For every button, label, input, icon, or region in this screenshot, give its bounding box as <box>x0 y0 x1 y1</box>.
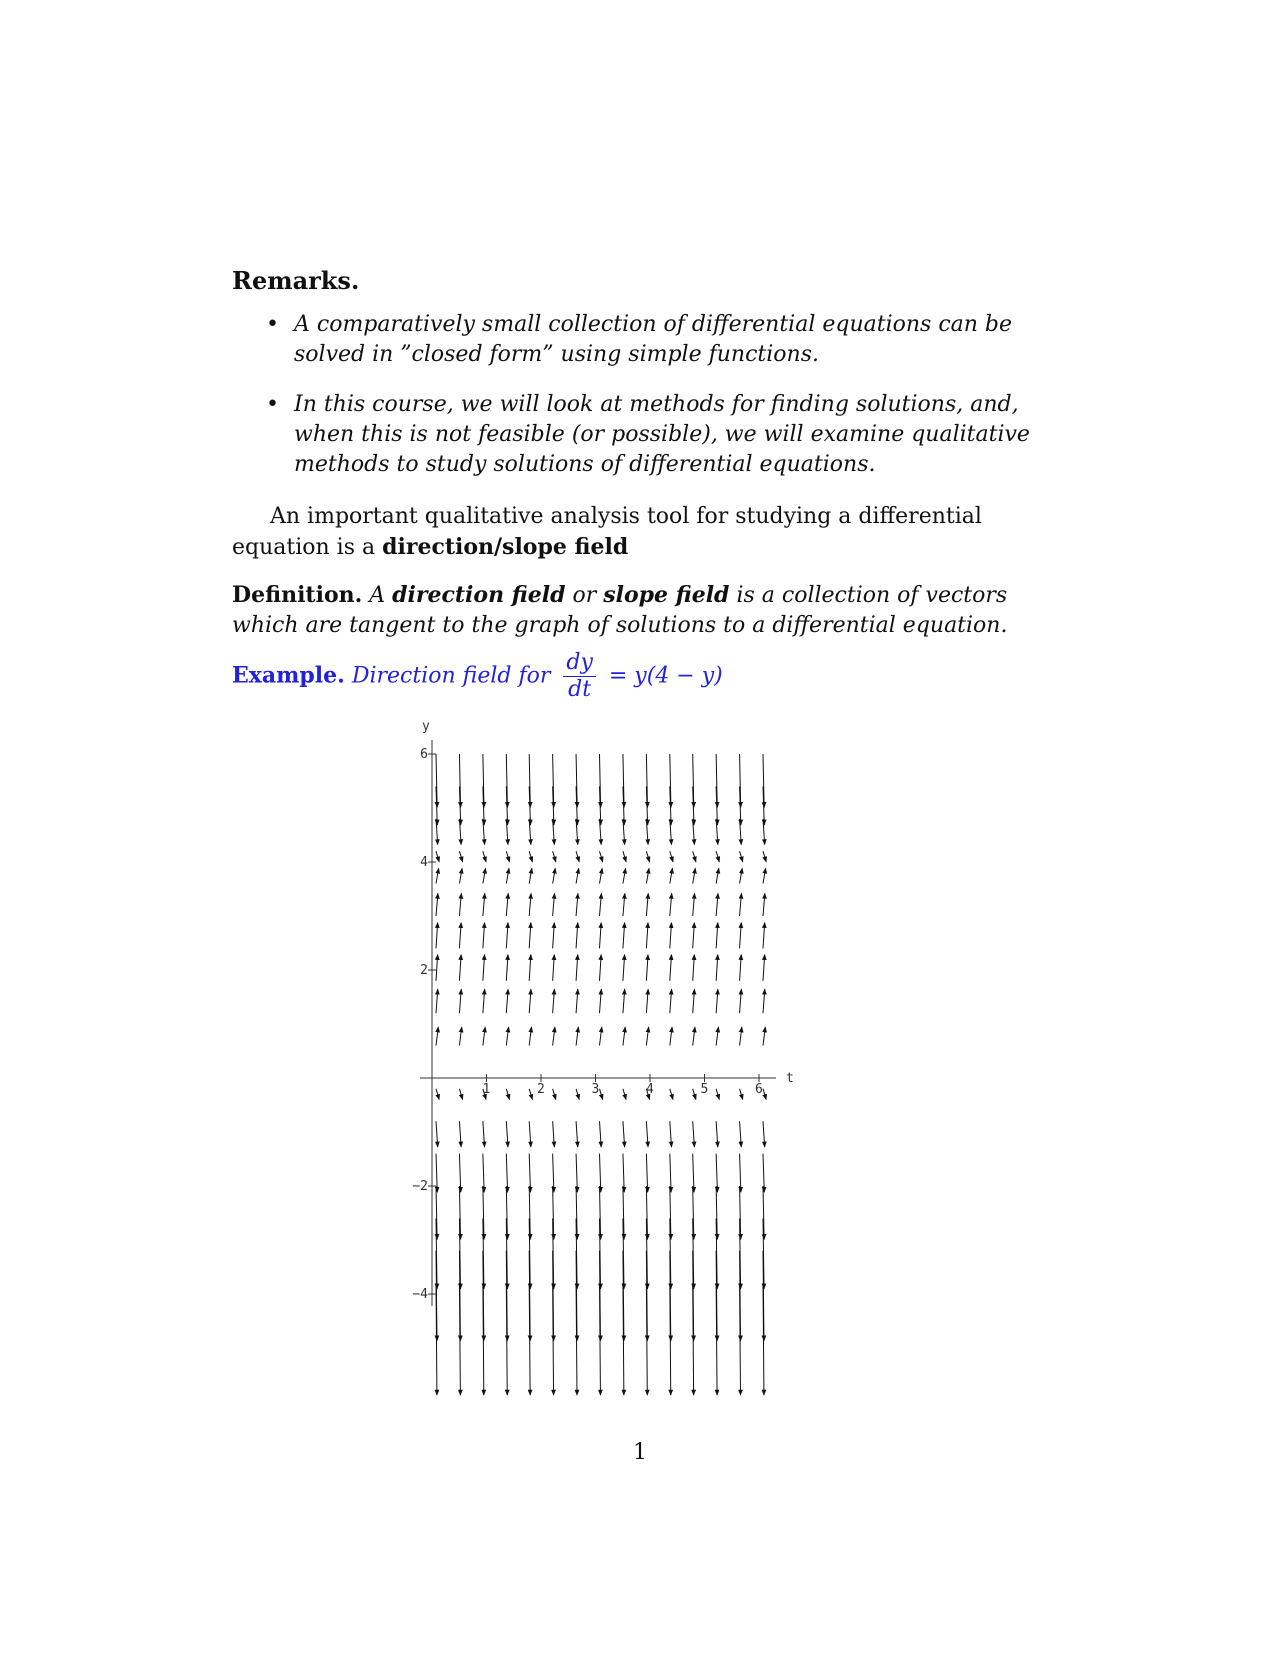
definition-before: A <box>369 583 386 608</box>
field-arrow <box>646 868 649 883</box>
field-arrow <box>483 989 485 1013</box>
field-arrow <box>576 1121 578 1147</box>
field-arrow <box>529 868 532 883</box>
y-tick-label: 4 <box>420 855 428 870</box>
field-arrow <box>670 955 672 981</box>
field-arrow <box>483 955 485 981</box>
fraction-numerator: dy <box>563 650 596 677</box>
field-arrow <box>740 1089 743 1100</box>
field-arrow <box>670 1027 672 1046</box>
x-axis-label: t <box>786 1071 794 1086</box>
definition-after: is a collection of vectors which are tangent to the graph of solutions to a differential equation. <box>232 583 1008 638</box>
field-arrow <box>600 955 602 981</box>
field-arrow <box>600 923 602 949</box>
field-arrow <box>506 893 508 916</box>
field-arrow <box>763 1121 765 1147</box>
field-arrow <box>436 1089 439 1100</box>
field-arrow <box>459 955 461 981</box>
field-arrow <box>623 893 625 916</box>
field-arrow <box>693 868 696 883</box>
field-arrow <box>553 1121 555 1147</box>
field-arrow <box>693 851 696 862</box>
page-number: 1 <box>633 1440 647 1465</box>
field-arrow <box>529 1089 532 1100</box>
field-arrow <box>553 923 555 949</box>
x-tick-label: 3 <box>591 1082 600 1097</box>
field-arrow <box>553 868 556 883</box>
field-arrow <box>693 955 695 981</box>
field-arrow <box>553 893 555 916</box>
field-arrow <box>716 923 718 949</box>
field-arrow <box>716 955 718 981</box>
field-arrow <box>529 1027 531 1046</box>
field-arrow <box>506 851 509 862</box>
field-arrow <box>646 989 648 1013</box>
field-arrow <box>740 1121 742 1147</box>
field-arrow <box>623 1121 625 1147</box>
direction-field-chart <box>412 708 820 1368</box>
field-arrow <box>693 923 695 949</box>
field-arrow <box>436 868 439 883</box>
list-item <box>266 310 1056 370</box>
field-arrow <box>600 1121 602 1147</box>
field-arrow <box>646 955 648 981</box>
field-arrow <box>716 851 719 862</box>
field-arrow <box>506 923 508 949</box>
field-arrow <box>459 1121 461 1147</box>
field-arrow <box>623 955 625 981</box>
field-arrow <box>529 955 531 981</box>
field-arrow <box>436 1121 438 1147</box>
field-arrow <box>670 923 672 949</box>
chart-plot-group <box>412 719 793 1395</box>
field-arrow <box>483 1121 485 1147</box>
field-arrow <box>436 989 438 1013</box>
field-arrow <box>716 1121 718 1147</box>
field-arrow <box>436 955 438 981</box>
field-arrow <box>670 868 673 883</box>
field-arrow <box>436 851 439 862</box>
x-tick-label: 4 <box>646 1082 654 1097</box>
field-arrow <box>576 989 578 1013</box>
field-arrow <box>506 955 508 981</box>
field-arrow <box>459 989 461 1013</box>
field-arrow <box>459 893 461 916</box>
field-arrow <box>670 851 673 862</box>
field-arrow <box>483 868 486 883</box>
field-arrow <box>576 955 578 981</box>
field-arrow <box>459 868 462 883</box>
field-arrow <box>740 989 742 1013</box>
y-tick-label: 6 <box>420 747 428 762</box>
field-arrow <box>740 1027 742 1046</box>
definition-label: Definition. <box>232 582 363 608</box>
field-arrow <box>600 1089 603 1100</box>
field-arrow <box>740 893 742 916</box>
field-arrow <box>670 1121 672 1147</box>
field-arrow <box>693 893 695 916</box>
field-arrow <box>716 893 718 916</box>
field-arrow <box>740 851 743 862</box>
field-arrow <box>716 1027 718 1046</box>
field-arrow <box>576 868 579 883</box>
field-arrow <box>600 989 602 1013</box>
field-arrow <box>600 851 603 862</box>
field-arrow <box>529 1121 531 1147</box>
field-arrow <box>763 923 765 949</box>
field-arrow <box>529 851 532 862</box>
x-tick-label: 2 <box>537 1082 545 1097</box>
field-arrow <box>483 893 485 916</box>
y-tick-label: −4 <box>412 1287 428 1302</box>
field-arrow <box>693 989 695 1013</box>
field-arrow <box>600 893 602 916</box>
example-text: Direction field for <box>351 663 551 689</box>
bullet: • <box>266 392 279 417</box>
field-arrow <box>740 923 742 949</box>
field-arrow <box>740 868 743 883</box>
field-arrow <box>506 868 509 883</box>
field-arrow <box>506 989 508 1013</box>
definition-paragraph <box>232 580 1052 641</box>
field-arrow <box>483 851 486 862</box>
field-arrow <box>670 989 672 1013</box>
field-arrow <box>763 851 766 862</box>
field-arrow <box>716 868 719 883</box>
field-arrow <box>529 923 531 949</box>
field-arrow <box>763 1027 765 1046</box>
field-arrow <box>506 1089 509 1100</box>
field-arrow <box>623 1027 625 1046</box>
field-arrow <box>483 1027 485 1046</box>
field-arrow <box>506 1121 508 1147</box>
field-arrow <box>646 893 648 916</box>
example-line <box>232 650 723 703</box>
field-arrow <box>553 1089 556 1100</box>
equation-rhs: = y(4 − y) <box>608 663 723 689</box>
field-arrow <box>716 989 718 1013</box>
field-arrow <box>576 1089 579 1100</box>
field-arrow <box>763 989 765 1013</box>
y-tick-label: 2 <box>420 963 428 978</box>
field-arrow <box>763 868 766 883</box>
field-arrow <box>529 893 531 916</box>
field-arrow <box>553 1027 555 1046</box>
field-arrow <box>576 893 578 916</box>
definition-term-2: slope field <box>603 582 730 608</box>
field-arrow <box>506 1027 508 1046</box>
field-arrow <box>576 851 579 862</box>
remarks-list <box>266 310 1056 500</box>
field-arrow <box>436 893 438 916</box>
field-arrow <box>646 851 649 862</box>
arrows-layer <box>436 754 766 1395</box>
field-arrow <box>623 989 625 1013</box>
field-arrow <box>459 1027 461 1046</box>
definition-middle: or <box>572 583 597 608</box>
field-arrow <box>529 989 531 1013</box>
field-arrow <box>436 1027 438 1046</box>
field-arrow <box>693 1027 695 1046</box>
intro-bold-term: direction/slope field <box>382 534 629 560</box>
example-label: Example. <box>232 662 345 689</box>
field-arrow <box>483 923 485 949</box>
field-arrow <box>553 989 555 1013</box>
remarks-heading: Remarks. <box>232 266 360 295</box>
field-arrow <box>623 868 626 883</box>
y-axis-label: y <box>422 719 430 734</box>
list-item <box>266 390 1056 480</box>
field-arrow <box>740 955 742 981</box>
field-arrow <box>459 1089 462 1100</box>
x-tick-label: 1 <box>482 1082 491 1097</box>
field-arrow <box>763 1089 766 1100</box>
field-arrow <box>576 1027 578 1046</box>
field-arrow <box>670 893 672 916</box>
field-arrow <box>553 851 556 862</box>
field-arrow <box>459 851 462 862</box>
field-arrow <box>553 955 555 981</box>
intro-text: An important qualitative analysis tool for studying a differential equation is a <box>232 504 982 560</box>
intro-paragraph <box>232 502 1052 563</box>
field-arrow <box>646 1027 648 1046</box>
bullet: • <box>266 312 279 337</box>
definition-term-1: direction field <box>392 582 566 608</box>
remark-text: A comparatively small collection of differential equations can be solved in ”closed form” using simple functions. <box>294 312 1013 367</box>
field-arrow <box>716 1089 719 1100</box>
field-arrow <box>670 1089 673 1100</box>
remark-text: In this course, we will look at methods for finding solutions, and, when this is not feasible (or possible), we will examine qualitative methods to study solutions of differential equations. <box>294 392 1030 477</box>
ticks-layer <box>412 747 762 1302</box>
field-arrow <box>436 923 438 949</box>
field-arrow <box>600 1027 602 1046</box>
field-arrow <box>763 893 765 916</box>
field-arrow <box>763 955 765 981</box>
x-tick-label: 5 <box>700 1082 709 1097</box>
derivative-fraction <box>563 650 596 703</box>
field-arrow <box>576 923 578 949</box>
field-arrow <box>623 851 626 862</box>
field-arrow <box>693 1121 695 1147</box>
x-tick-label: 6 <box>755 1082 763 1097</box>
y-tick-label: −2 <box>412 1179 428 1194</box>
field-arrow <box>646 923 648 949</box>
fraction-denominator: dt <box>568 677 592 702</box>
field-arrow <box>693 1089 696 1100</box>
field-arrow <box>623 1089 626 1100</box>
field-arrow <box>459 923 461 949</box>
field-arrow <box>600 868 603 883</box>
field-arrow <box>646 1121 648 1147</box>
field-arrow <box>623 923 625 949</box>
